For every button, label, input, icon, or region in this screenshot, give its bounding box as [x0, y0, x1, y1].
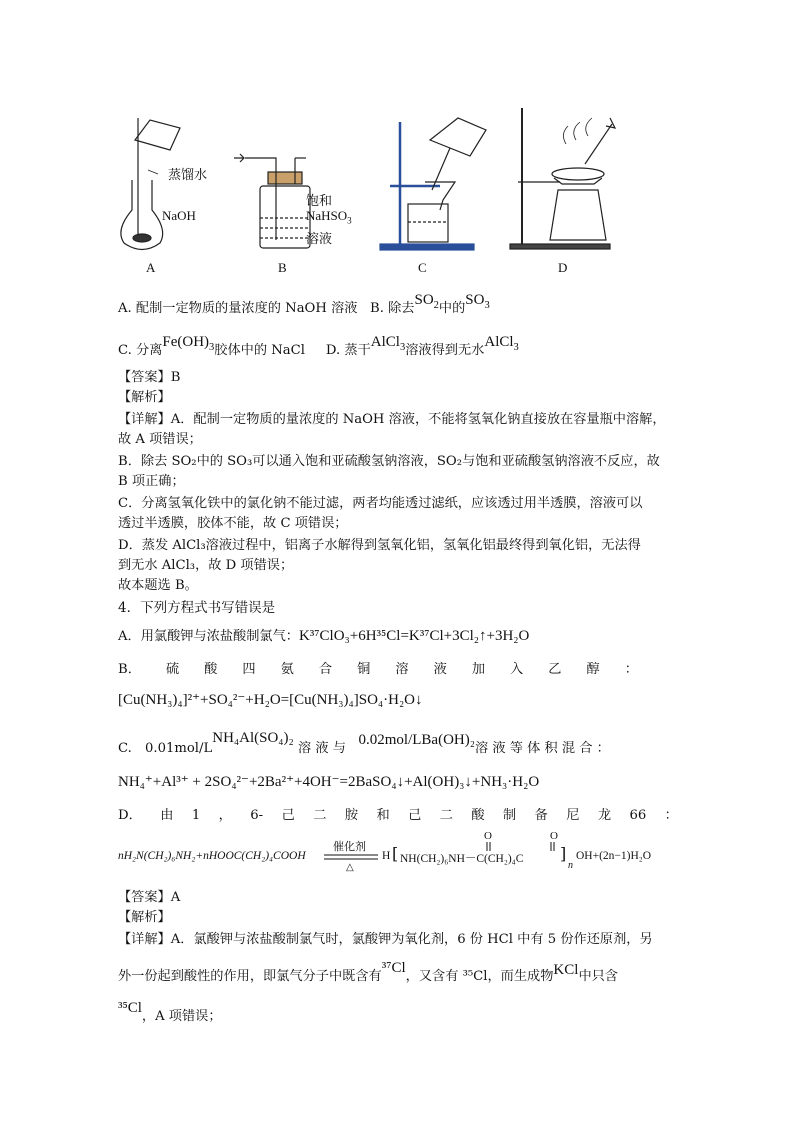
equation-d [118, 830, 678, 880]
equation-d-tail: OH+(2n−1)H₂O [576, 850, 652, 862]
spread-char: 合 [318, 662, 333, 677]
spread-char: 二 [313, 808, 327, 823]
option-c: C. 分离 [118, 343, 163, 358]
option-c-d [118, 334, 519, 366]
detail-4-line1: 【详解】A．氯酸钾与浓盐酸制氯气时，氯酸钾为氧化剂，6 份 HCl 中有 5 份作还原剂，另 [118, 932, 653, 947]
spread-char: 6- [250, 808, 264, 823]
equation-a: K³⁷ClO₃+6H³⁵Cl=K³⁷Cl+3Cl₂↑+3H₂O [298, 628, 530, 644]
spread-char: 1 [191, 808, 201, 823]
analysis-4: 【解析】 [118, 910, 171, 925]
detail-4-text: ，A 项错误； [141, 1009, 222, 1024]
label-naoh: NaOH [162, 208, 196, 223]
carbonyl-o: O [550, 830, 558, 842]
spread-char: ： [624, 662, 638, 677]
equation-d-h: H [382, 850, 391, 862]
apparatus-figure [110, 100, 630, 280]
option-b: B. 除去 [370, 301, 415, 316]
label-solution: 溶液 [306, 231, 333, 246]
detail-line: B．除去 SO₂中的 SO₃可以通入饱和亚硫酸氢钠溶液，SO₂与饱和亚硫酸氢钠溶液不反应，故 [118, 454, 660, 469]
option-c-tail: 溶 液 等 体 积 混 合 ： [474, 741, 610, 756]
spread-char: 醇 [586, 662, 600, 677]
so3-formula: $SO_3$ [465, 292, 490, 311]
spread-char: ： [664, 808, 678, 823]
bracket-close-icon: ] [560, 844, 567, 863]
q4-option-d [118, 806, 678, 826]
figure-label-a: A [146, 260, 156, 275]
detail-4-line3 [118, 1000, 222, 1027]
burner-icon [550, 190, 606, 240]
spread-char: 硫 [165, 662, 180, 677]
detail-line: B 项正确； [118, 474, 185, 489]
detail-line: D．蒸发 AlCl₃溶液过程中，铝离子水解得到氢氧化铝，氢氧化铝最终得到氧化铝，无法得 [118, 538, 641, 553]
double-bond-icon [486, 842, 556, 852]
catalyst-label: 催化剂 [333, 840, 366, 853]
figure-label-b: B [278, 260, 287, 275]
spread-char: 由 [160, 808, 174, 823]
gas-wash-bottle-icon [260, 186, 310, 248]
spread-char: 酸 [204, 662, 218, 677]
option-a-b [118, 292, 490, 324]
cl37-symbol: ³⁷Cl [381, 960, 406, 976]
detail-line: 故本题选 B。 [118, 578, 198, 593]
detail-4-text: ，又含有 ³⁵Cl，而生成物 [405, 969, 554, 984]
alcl3-formula: AlCl$_3$ [370, 334, 406, 353]
option-a: A. 配制一定物质的量浓度的 NaOH 溶液 [118, 301, 358, 316]
detail-4-line2 [118, 960, 618, 987]
label-saturated: 饱和 [306, 193, 333, 208]
spread-char: 己 [408, 808, 422, 823]
question-4-stem: 4．下列方程式书写错误是 [118, 600, 276, 616]
label-distilled-water: 蒸馏水 [168, 167, 208, 182]
spread-char: 入 [510, 662, 524, 677]
spread-char: 加 [471, 662, 485, 677]
spread-char: 溶 [395, 662, 409, 677]
kcl-formula: KCl [553, 962, 579, 978]
spread-char: 龙 [597, 808, 612, 823]
answer-4: 【答案】A [118, 890, 181, 905]
spread-char: 胺 [344, 808, 359, 823]
spread-char: D． [118, 808, 142, 823]
q4-option-a [118, 626, 529, 647]
option-c-conc: C. 0.01mol/L [118, 741, 213, 756]
apparatus-drawing [110, 100, 630, 280]
nh4also42-formula: NH₄Al(SO₄)₂ [212, 730, 294, 746]
reaction-arrow-icon [324, 852, 378, 862]
option-b-mid: 中的 [438, 301, 466, 316]
detail-line: 【详解】A．配制一定物质的量浓度的 NaOH 溶液，不能将氢氧化钠直接放在容量瓶中溶解， [118, 412, 666, 427]
spread-char: 铜 [357, 662, 371, 677]
q4-option-a-text: A．用氯酸钾与浓盐酸制氯气： [118, 629, 299, 644]
equation-d-left: nH₂N(CH₂)₆NH₂+nHOOC(CH₂)₄COOH [118, 850, 306, 862]
spread-char: 备 [534, 808, 548, 823]
detail-4-text: 外一份起到酸性的作用，即氯气分子中既含有 [118, 969, 382, 984]
detail-line: C．分离氢氧化铁中的氯化钠不能过滤，两者均能透过滤纸，应该透过用半透膜，溶液可以 [118, 496, 643, 511]
label-nahso3: NaHSO$_3$ [306, 208, 352, 226]
option-d: D. 蒸干 [325, 343, 371, 358]
spread-char: 己 [281, 808, 295, 823]
spread-char: 制 [502, 808, 517, 823]
equation-b: [Cu(NH₃)₄]²⁺+SO₄²⁻+H₂O=[Cu(NH₃)₄]SO₄·H₂O↓ [118, 692, 423, 708]
carbonyl-o: O [484, 830, 492, 842]
analysis-3: 【解析】 [118, 390, 171, 405]
beaker-icon [408, 204, 448, 242]
option-c-mid: 溶 液 与 [297, 741, 346, 756]
so2-formula: $SO_2$ [414, 292, 439, 311]
option-c-post: 胶体中的 NaCl [214, 343, 305, 358]
equation-c: NH₄⁺+Al³⁺ + 2SO₄²⁻+2Ba²⁺+4OH⁻=2BaSO₄↓+Al(OH)₃↓+NH₃·H₂O [118, 774, 540, 790]
detail-line: 透过半透膜，胶体不能，故 C 项错误； [118, 516, 348, 531]
spread-char: 和 [376, 808, 390, 823]
feoh3-formula: $Fe(OH)_3$ [162, 334, 215, 353]
pouring-beaker-icon [135, 120, 180, 150]
answer-3: 【答案】B [118, 370, 181, 385]
q4-option-b [118, 660, 638, 680]
spread-char: 氨 [280, 662, 294, 677]
spread-char: 酸 [471, 808, 485, 823]
bracket-open-icon: [ [392, 844, 399, 863]
equation-d-n: n [568, 860, 573, 871]
alcl3-formula-2: AlCl$_3$ [484, 334, 519, 353]
spread-char: 尼 [566, 808, 580, 823]
cl35-symbol: ³⁵Cl [118, 1000, 142, 1016]
spread-char: B． [118, 662, 141, 677]
option-d-mid: 溶液得到无水 [405, 343, 485, 358]
spread-char: 66 [629, 808, 647, 823]
figure-label-d: D [558, 260, 568, 275]
spread-char: 二 [439, 808, 453, 823]
spread-char: 四 [242, 662, 256, 677]
spread-char: 液 [433, 662, 447, 677]
heat-symbol: △ [346, 862, 354, 873]
spread-char: ， [218, 808, 232, 823]
evaporating-dish-icon [552, 168, 604, 180]
baoh2-formula: 0.02mol/LBa(OH)₂ [358, 732, 475, 748]
detail-4-text: 中只含 [578, 969, 618, 984]
q4-option-c [118, 730, 610, 759]
figure-label-c: C [418, 260, 427, 275]
equation-d-body: NH(CH₂)₆NH－C(CH₂)₄C [400, 853, 524, 865]
detail-line: 到无水 AlCl₃，故 D 项错误； [118, 558, 294, 573]
detail-line: 故 A 项错误； [118, 432, 202, 447]
spread-char: 乙 [548, 662, 562, 677]
